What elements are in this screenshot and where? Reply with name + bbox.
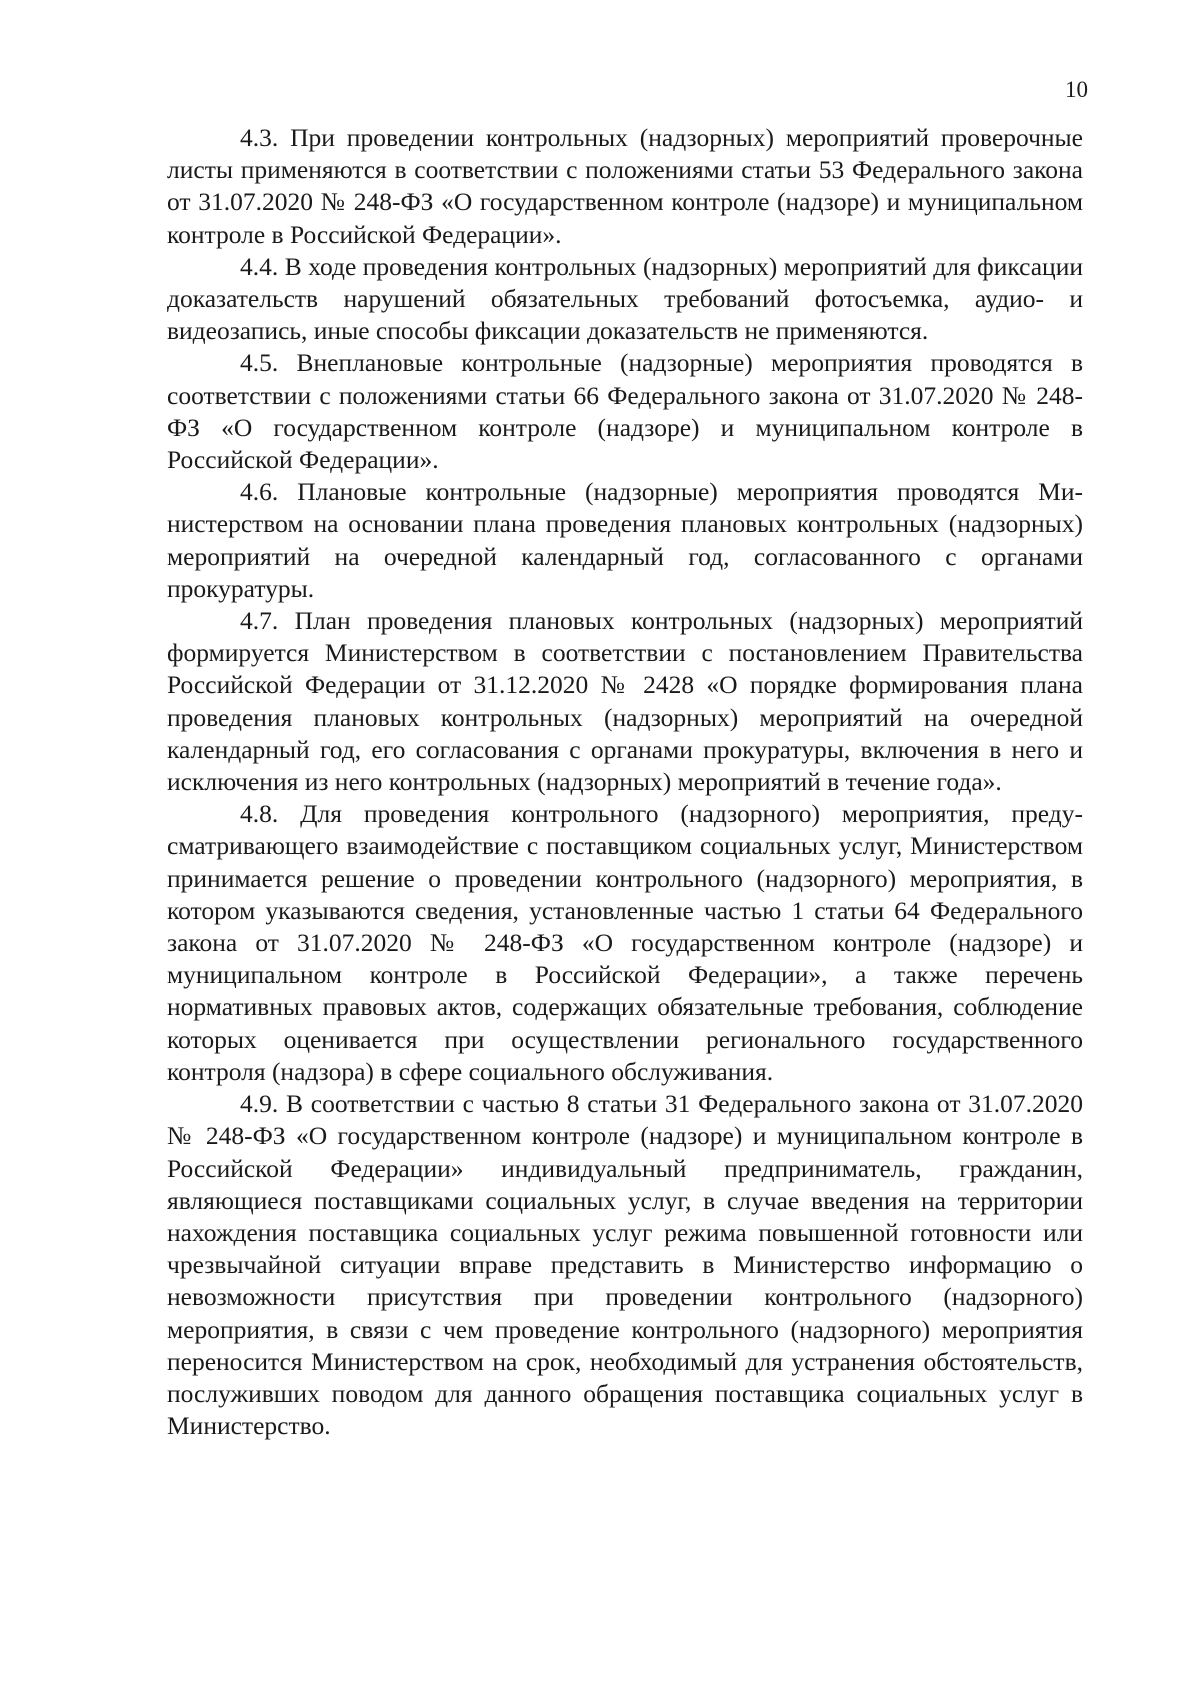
paragraph-4-9: 4.9. В соответствии с частью 8 статьи 31 Федерального закона от 31.07.2020 № 248-ФЗ «О государственном контроле (надзоре) и муниципальном контроле в Российской Федерации» индивидуальный предприниматель, гражданин, являющиеся поставщиками социальных услуг, в случае введения на территории нахождения поставщика социальных услуг режима повышенной готовности или чрезвычайной ситуации вправе представить в Министерство информацию о невозможности присутствия при проведении контрольного (надзорного) мероприятия, в связи с чем проведение контрольного (надзорного) мероприятия переносится Министерством на срок, необходимый для устранения обстоятельств, послуживших поводом для данного обращения поставщика социальных услуг в Министерство. [167,1089,1083,1441]
paragraph-4-8: 4.8. Для проведения контрольного (надзорного) мероприятия, предусматривающего взаимодействие с поставщиком социальных услуг, Министерством принимается решение о проведении контрольного (надзорного) мероприятия, в котором указываются сведения, установленные частью 1 статьи 64 Федерального закона от 31.07.2020 № 248-ФЗ «О государственном контроле (надзоре) и муниципальном контроле в Российской Федерации», а также перечень нормативных правовых актов, содержащих обязательные требования, соблюдение которых оценивается при осуществлении регионального государственного контроля (надзора) в сфере социального обслуживания. [167,799,1083,1086]
paragraph-4-6: 4.6. Плановые контрольные (надзорные) мероприятия проводятся Министерством на основании плана проведения плановых контрольных (надзорных) мероприятий на очередной календарный год, согласованного с органами прокуратуры. [167,477,1083,603]
paragraph-4-4: 4.4. В ходе проведения контрольных (надзорных) мероприятий для фиксации доказательств нарушений обязательных требований фотосъемка, аудио- и видеозапись, иные способы фиксации доказательств не применяются. [167,251,1083,346]
document-body [167,122,1083,1442]
paragraph-4-5: 4.5. Внеплановые контрольные (надзорные) мероприятия проводятся в соответствии с положениями статьи 66 Федерального закона от 31.07.2020 № 248-ФЗ «О государственном контроле (надзоре) и муниципальном контроле в Российской Федерации». [167,348,1083,475]
paragraph-4-7: 4.7. План проведения плановых контрольных (надзорных) мероприятий формируется Министерством в соответствии с постановлением Правительства Российской Федерации от 31.12.2020 № 2428 «О порядке формирования плана проведения плановых контрольных (надзорных) мероприятий на очередной календарный год, его согласования с органами прокуратуры, включения в него и исключения из него контрольных (надзорных) мероприятий в течение года». [167,606,1083,797]
paragraph-4-3: 4.3. При проведении контрольных (надзорных) мероприятий проверочные листы применяются в соответствии с положениями статьи 53 Федерального закона от 31.07.2020 № 248-ФЗ «О государственном контроле (надзоре) и муниципальном контроле в Российской Федерации». [167,123,1083,249]
page-number: 10 [1065,77,1088,102]
